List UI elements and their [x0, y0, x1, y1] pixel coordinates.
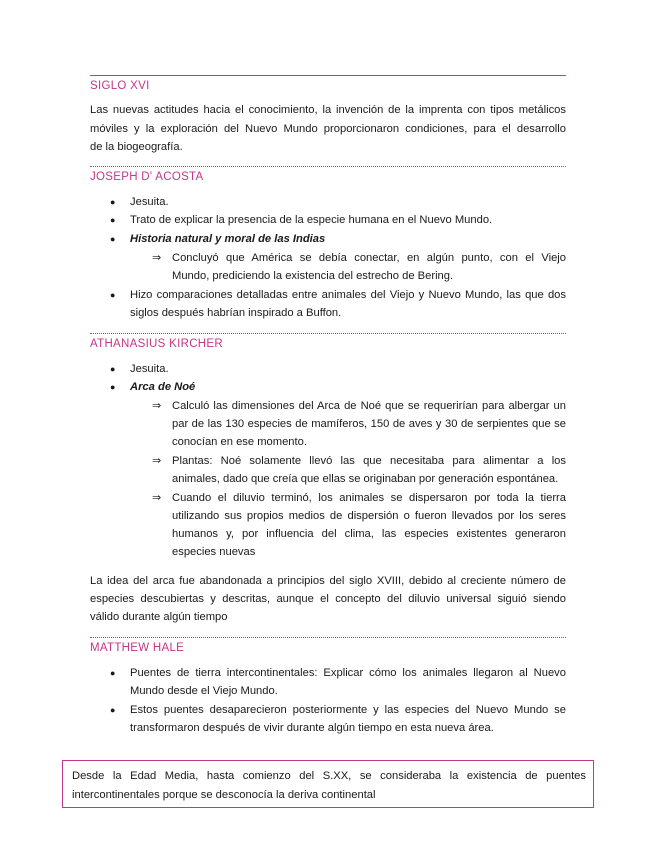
bullet-icon: ●	[110, 215, 116, 225]
bullet-icon: ●	[110, 197, 116, 207]
list-item-line: siglos después habrían inspirado a Buffon.	[130, 307, 342, 319]
sub-item-line: Cuando el diluvio terminó, los animales se dispersaron por toda la tierra	[172, 492, 566, 504]
list-item: Trato de explicar la presencia de la especie humana en el Nuevo Mundo.	[130, 214, 493, 226]
callout-line: Desde la Edad Media, hasta comienzo del S.XX, se consideraba la existencia de puentes	[72, 770, 586, 782]
bullet-icon: ●	[110, 364, 116, 374]
sub-item-line: utilizando sus propios medios de dispersión o fueron llevados por los seres	[172, 510, 566, 522]
list-item-line: Hizo comparaciones detalladas entre animales del Viejo y Nuevo Mundo, las que dos	[130, 289, 566, 301]
sub-item-line: Concluyó que América se debía conectar, en algún punto, con el Viejo	[172, 252, 566, 264]
bullet-icon: ●	[110, 290, 116, 300]
heading-kircher: ATHANASIUS KIRCHER	[90, 338, 223, 350]
sub-item-line: animales, dado que creía que ellas se originaban por generación espontánea.	[172, 473, 559, 485]
heading-acosta: JOSEPH D' ACOSTA	[90, 171, 204, 183]
list-item-title: Historia natural y moral de las Indias	[130, 233, 326, 245]
section-rule	[90, 75, 566, 76]
paragraph-line: válido durante algún tiempo	[90, 611, 228, 623]
bullet-icon: ●	[110, 705, 116, 715]
heading-hale: MATTHEW HALE	[90, 642, 185, 654]
sub-item-line: conocían en ese momento.	[172, 436, 307, 448]
callout-box	[62, 760, 594, 808]
section-rule	[90, 333, 566, 334]
list-item-line: Puentes de tierra intercontinentales: Explicar cómo los animales llegaron al Nuevo	[130, 667, 566, 679]
list-item-line: Mundo desde el Viejo Mundo.	[130, 685, 278, 697]
section-rule	[90, 166, 566, 167]
sub-item-line: Calculó las dimensiones del Arca de Noé que se requerirían para albergar un	[172, 400, 566, 412]
paragraph-line: móviles y la exploración del Nuevo Mundo proporcionaron condiciones, para el desarrollo	[90, 123, 566, 135]
sub-item-line: especies nuevas	[172, 546, 256, 558]
list-item: Jesuita.	[130, 196, 169, 208]
bullet-icon: ●	[110, 382, 116, 392]
arrow-icon: ⇒	[152, 252, 162, 264]
sub-item-line: Plantas: Noé solamente llevó las que necesitaba para alimentar a los	[172, 455, 566, 467]
arrow-icon: ⇒	[152, 492, 162, 504]
sub-item-line: Mundo, prediciendo la existencia del estrecho de Bering.	[172, 270, 454, 282]
bullet-icon: ●	[110, 668, 116, 678]
paragraph-line: La idea del arca fue abandonada a principios del siglo XVIII, debido al creciente número de	[90, 575, 566, 587]
list-item-title: Arca de Noé	[130, 381, 196, 393]
paragraph-line: Las nuevas actitudes hacia el conocimiento, la invención de la imprenta con tipos metálicos	[90, 104, 566, 116]
sub-item-line: humanos y, por influencia del clima, las especies existentes generaron	[172, 528, 566, 540]
list-item-line: transformaron después de vivir durante algún tiempo en esta nueva área.	[130, 722, 494, 734]
bullet-icon: ●	[110, 234, 116, 244]
arrow-icon: ⇒	[152, 455, 162, 467]
sub-item-line: par de las 130 especies de mamíferos, 150 de aves y 30 de serpientes que se	[172, 418, 566, 430]
heading-siglo-xvi: SIGLO XVI	[90, 80, 150, 92]
callout-line: intercontinentales porque se desconocía la deriva continental	[72, 789, 376, 801]
list-item: Jesuita.	[130, 363, 169, 375]
arrow-icon: ⇒	[152, 400, 162, 412]
section-rule	[90, 637, 566, 638]
list-item-line: Estos puentes desaparecieron posteriormente y las especies del Nuevo Mundo se	[130, 704, 566, 716]
paragraph-line: de la biogeografía.	[90, 141, 183, 153]
paragraph-line: especies descubiertas y descritas, aunque el concepto del diluvio universal siguió siendo	[90, 593, 566, 605]
